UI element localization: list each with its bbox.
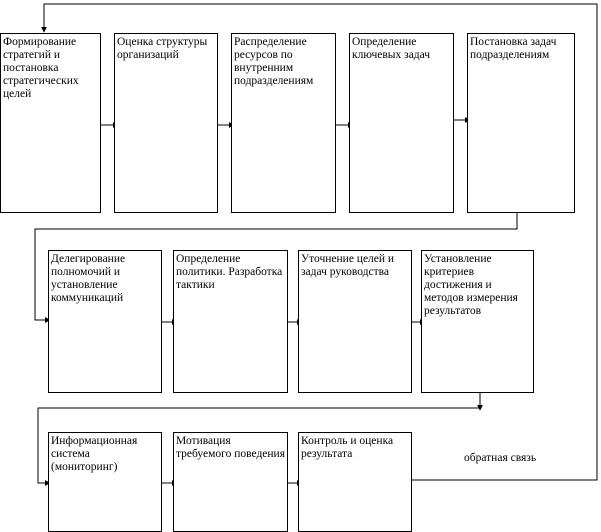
box-control — [298, 432, 412, 532]
box-resource-allocation — [231, 33, 336, 213]
box-information-system — [48, 432, 162, 532]
box-policy-tactics-text: Определение политики. Разработка тактики — [176, 253, 283, 291]
box-unit-tasks-text: Постановка задач подразделениям — [470, 36, 557, 61]
feedback-label: обратная связь — [464, 452, 537, 464]
box-unit-tasks — [467, 33, 575, 213]
box-structure-evaluation — [114, 33, 218, 213]
box-delegation — [48, 250, 162, 393]
box-delegation-text: Делегирование полномочий и установление коммуникаций — [51, 253, 126, 304]
box-motivation-text: Мотивация требуемого поведения — [176, 435, 285, 460]
box-key-tasks — [349, 33, 454, 213]
box-key-tasks-text: Определение ключевых задач — [352, 36, 431, 61]
box-criteria — [421, 250, 534, 393]
box-goal-refinement-text: Уточнение целей и задач руководства — [301, 253, 395, 278]
box-strategy-formation-text: Формирование стратегий и постановка стратегических целей — [3, 36, 79, 100]
box-information-system-text: Информационная система (мониторинг) — [51, 435, 138, 473]
box-control-text: Контроль и оценка результата — [301, 435, 394, 460]
box-structure-evaluation-text: Оценка структуры организаций — [117, 36, 208, 61]
box-motivation — [173, 432, 288, 532]
box-resource-allocation-text: Распределение ресурсов по внутренним подразделениям — [234, 36, 314, 87]
box-criteria-text: Установление критериев достижения и методов измерения результатов — [424, 253, 518, 317]
box-goal-refinement — [298, 250, 412, 393]
box-policy-tactics — [173, 250, 288, 393]
box-strategy-formation — [0, 33, 101, 213]
